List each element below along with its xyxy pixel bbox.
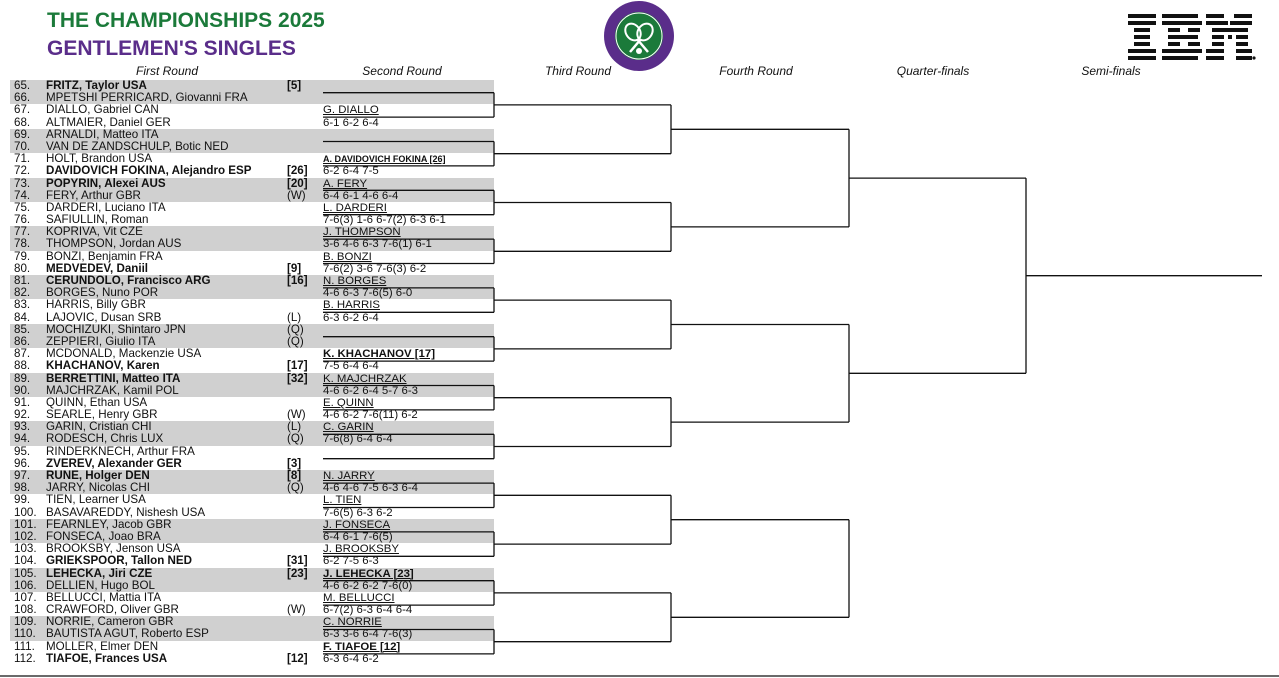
player-name: MEDVEDEV, Daniil [46,261,149,275]
player-seed: (W) [287,188,306,202]
draw-number: 70. [14,139,31,153]
draw-row [10,299,494,311]
draw-row [10,104,494,116]
draw-row [10,312,494,324]
draw-number: 87. [14,347,31,361]
draw-number: 82. [14,286,31,300]
second-round-winner: A. DAVIDOVICH FOKINA [26] [323,154,446,165]
player-name: THOMPSON, Jordan AUS [46,237,182,251]
player-name: BELLUCCI, Mattia ITA [46,590,162,604]
player-name: BASAVAREDDY, Nishesh USA [46,505,206,519]
wimbledon-logo-icon [600,0,678,72]
draw-row [10,555,494,567]
second-round-winner: B. BONZI [323,250,372,263]
second-round-winner: J. BROOKSBY [323,543,399,556]
player-seed: [26] [287,164,308,178]
second-round-winner: G. DIALLO [323,104,379,117]
player-name: ALTMAIER, Daniel GER [46,115,171,129]
player-name: RUNE, Holger DEN [46,469,150,482]
draw-row [10,178,494,190]
player-name: BONZI, Benjamin FRA [46,249,163,263]
draw-row [10,641,494,653]
draw-number: 91. [14,395,31,409]
draw-number: 112. [14,651,36,665]
round-header-first: First Round [135,64,199,78]
draw-list [10,80,494,665]
draw-number: 90. [14,383,31,397]
second-round-winner: M. BELLUCCI [323,591,395,604]
second-round-winner: L. TIEN [323,494,362,507]
player-name: KHACHANOV, Karen [46,359,160,373]
second-round-winner: N. BORGES [323,275,387,287]
player-name: BERRETTINI, Matteo ITA [46,371,181,385]
draw-row [10,494,494,506]
second-round-score: 7-5 6-4 6-4 [323,360,379,373]
draw-number: 77. [14,225,31,239]
second-round-score: 6-2 6-4 7-5 [323,165,379,178]
second-round-score: 7-6(3) 1-6 6-7(2) 6-3 6-1 [323,214,446,227]
second-round-winner: A. FERY [323,177,368,190]
second-round-winner: N. JARRY [323,470,375,482]
player-name: VAN DE ZANDSCHULP, Botic NED [46,139,229,153]
draw-number: 105. [14,566,37,580]
page-subtitle: GENTLEMEN'S SINGLES [47,37,296,60]
page-title: THE CHAMPIONSHIPS 2025 [47,9,325,32]
draw-number: 81. [14,274,31,287]
player-seed: [17] [287,359,308,373]
draw-number: 84. [14,310,31,324]
second-round-winner: B. HARRIS [323,299,380,312]
player-name: DIALLO, Gabriel CAN [46,103,159,117]
second-round-score: 7-6(8) 6-4 6-4 [323,433,393,446]
draw-number: 95. [14,444,31,458]
second-round-score: 4-6 6-2 6-2 7-6(0) [323,579,413,592]
draw-number: 79. [14,249,31,263]
second-round-score: 7-6(2) 3-6 7-6(3) 6-2 [323,262,427,275]
round-header-fourth: Fourth Round [719,64,793,78]
player-name: HARRIS, Billy GBR [46,298,146,312]
second-round-score: 6-4 6-1 7-6(5) [323,530,393,543]
draw-number: 76. [14,213,31,227]
second-round-winner: F. TIAFOE [12] [323,640,401,653]
player-name: TIAFOE, Frances USA [46,651,168,665]
draw-number: 83. [14,298,31,312]
player-name: RODESCH, Chris LUX [46,432,164,446]
player-seed: [12] [287,651,308,665]
player-name: CRAWFORD, Oliver GBR [46,603,179,617]
player-name: HOLT, Brandon USA [46,152,153,166]
draw-number: 73. [14,176,31,190]
second-round-score: 4-6 6-2 6-4 5-7 6-3 [323,384,418,397]
second-round-winner: J. FONSECA [323,518,391,531]
player-name: QUINN, Ethan USA [46,395,148,409]
draw-number: 106. [14,578,37,592]
draw-number: 92. [14,408,31,422]
round-header-quarterfinals: Quarter-finals [896,64,970,78]
second-round-score: 6-3 3-6 6-4 7-6(3) [323,628,413,641]
player-name: CERUNDOLO, Francisco ARG [46,274,211,287]
second-round-score: 4-6 6-3 7-6(5) 6-0 [323,287,413,300]
player-name: KOPRIVA, Vit CZE [46,225,143,239]
player-name: POPYRIN, Alexei AUS [46,176,166,190]
second-round-winner: J. LEHECKA [23] [323,567,414,580]
player-seed: (Q) [287,432,304,446]
player-seed: [9] [287,261,302,275]
player-name: SEARLE, Henry GBR [46,408,158,422]
draw-row [10,446,494,458]
draw-row [10,628,494,640]
player-name: BROOKSBY, Jenson USA [46,542,181,556]
player-seed: (L) [287,310,302,324]
draw-number: 89. [14,371,31,385]
player-name: MPETSHI PERRICARD, Giovanni FRA [46,91,248,105]
draw-number: 66. [14,91,31,105]
draw-number: 75. [14,200,31,214]
draw-number: 104. [14,554,37,568]
player-name: MAJCHRZAK, Kamil POL [46,383,179,397]
player-seed: [8] [287,469,302,482]
draw-number: 100. [14,505,37,519]
player-name: JARRY, Nicolas CHI [46,481,150,495]
player-name: MOCHIZUKI, Shintaro JPN [46,322,186,336]
draw-number: 102. [14,529,37,543]
draw-row [10,507,494,519]
player-seed: (W) [287,408,306,422]
player-name: LAJOVIC, Dusan SRB [46,310,162,324]
player-name: FEARNLEY, Jacob GBR [46,517,172,531]
player-seed: [20] [287,176,308,190]
second-round-winner: L. DARDERI [323,201,387,214]
draw-number: 107. [14,590,37,604]
round-header-semifinals: Semi-finals [1081,64,1141,78]
player-name: BORGES, Nuno POR [46,286,159,300]
player-seed: [3] [287,456,302,470]
player-name: FERY, Arthur GBR [46,188,141,202]
draw-number: 65. [14,79,31,92]
draw-number: 74. [14,188,31,202]
player-name: LEHECKA, Jiri CZE [46,566,153,580]
round-header-third: Third Round [544,64,612,78]
player-name: FONSECA, Joao BRA [46,529,161,543]
player-name: RINDERKNECH, Arthur FRA [46,444,195,458]
draw-number: 94. [14,432,31,446]
player-name: MCDONALD, Mackenzie USA [46,347,202,361]
draw-number: 109. [14,615,37,629]
draw-row [10,165,494,177]
player-name: ARNALDI, Matteo ITA [46,127,159,141]
draw-number: 78. [14,237,31,251]
player-name: NORRIE, Cameron GBR [46,615,174,629]
player-seed: [31] [287,554,308,568]
player-name: ZEPPIERI, Giulio ITA [46,334,156,348]
player-seed: [23] [287,566,308,580]
second-round-winner: C. GARIN [323,421,374,434]
player-seed: (Q) [287,322,304,336]
second-round-winner: K. KHACHANOV [17] [323,348,436,361]
draw-number: 97. [14,469,31,482]
second-round-score: 6-3 6-4 6-2 [323,652,379,665]
player-seed: [5] [287,79,302,92]
draw-number: 110. [14,627,36,641]
draw-number: 101. [14,517,37,531]
draw-row [10,360,494,372]
draw-row [10,117,494,129]
second-round-score: 4-6 6-2 7-6(11) 6-2 [323,409,418,422]
draw-number: 69. [14,127,31,141]
draw-number: 72. [14,164,31,178]
draw-number: 99. [14,493,31,507]
player-name: MOLLER, Elmer DEN [46,639,159,653]
second-round-score: 6-7(2) 6-3 6-4 6-4 [323,604,413,617]
player-name: DAVIDOVICH FOKINA, Alejandro ESP [46,164,252,178]
second-round-score: 3-6 4-6 6-3 7-6(1) 6-1 [323,238,432,251]
draw-number: 103. [14,542,37,556]
second-round-score: 6-1 6-2 6-4 [323,116,379,129]
draw-number: 68. [14,115,31,129]
player-name: BAUTISTA AGUT, Roberto ESP [46,627,209,641]
draw-number: 93. [14,420,31,434]
second-round-winner: E. QUINN [323,396,374,409]
draw-number: 108. [14,603,37,617]
player-name: TIEN, Learner USA [46,493,146,507]
draw-number: 88. [14,359,31,373]
player-name: DARDERI, Luciano ITA [46,200,166,214]
player-seed: (Q) [287,334,304,348]
second-round-score: 6-3 6-2 6-4 [323,311,379,324]
draw-row [10,433,494,445]
second-round-winner: C. NORRIE [323,616,382,629]
player-name: GRIEKSPOOR, Tallon NED [46,554,193,568]
player-name: SAFIULLIN, Roman [46,213,149,227]
draw-row [10,373,494,385]
draw-row [10,653,494,665]
second-round-winner: J. THOMPSON [323,226,401,239]
draw-number: 98. [14,481,31,495]
draw-number: 71. [14,152,31,166]
draw-number: 96. [14,456,31,470]
player-name: ZVEREV, Alexander GER [46,456,182,470]
player-name: GARIN, Cristian CHI [46,420,152,434]
player-seed: [32] [287,371,308,385]
ibm-logo-icon [1124,11,1256,61]
draw-number: 80. [14,261,31,275]
draw-number: 85. [14,322,31,336]
round-header-second: Second Round [362,64,442,78]
player-seed: [16] [287,274,308,287]
draw-row [10,238,494,250]
draw-number: 111. [14,639,35,653]
player-seed: (Q) [287,481,304,495]
player-name: FRITZ, Taylor USA [46,79,147,92]
second-round-score: 4-6 4-6 7-5 6-3 6-4 [323,482,418,495]
player-seed: (L) [287,420,302,434]
draw-number: 86. [14,334,31,348]
player-seed: (W) [287,603,306,617]
second-round-winner: K. MAJCHRZAK [323,372,407,385]
draw-row [10,251,494,263]
second-round-score: 6-2 7-5 6-3 [323,555,379,568]
player-name: DELLIEN, Hugo BOL [46,578,155,592]
draw-number: 67. [14,103,31,117]
draw-row [10,568,494,580]
second-round-score: 6-4 6-1 4-6 6-4 [323,189,399,202]
second-round-score: 7-6(5) 6-3 6-2 [323,506,393,519]
